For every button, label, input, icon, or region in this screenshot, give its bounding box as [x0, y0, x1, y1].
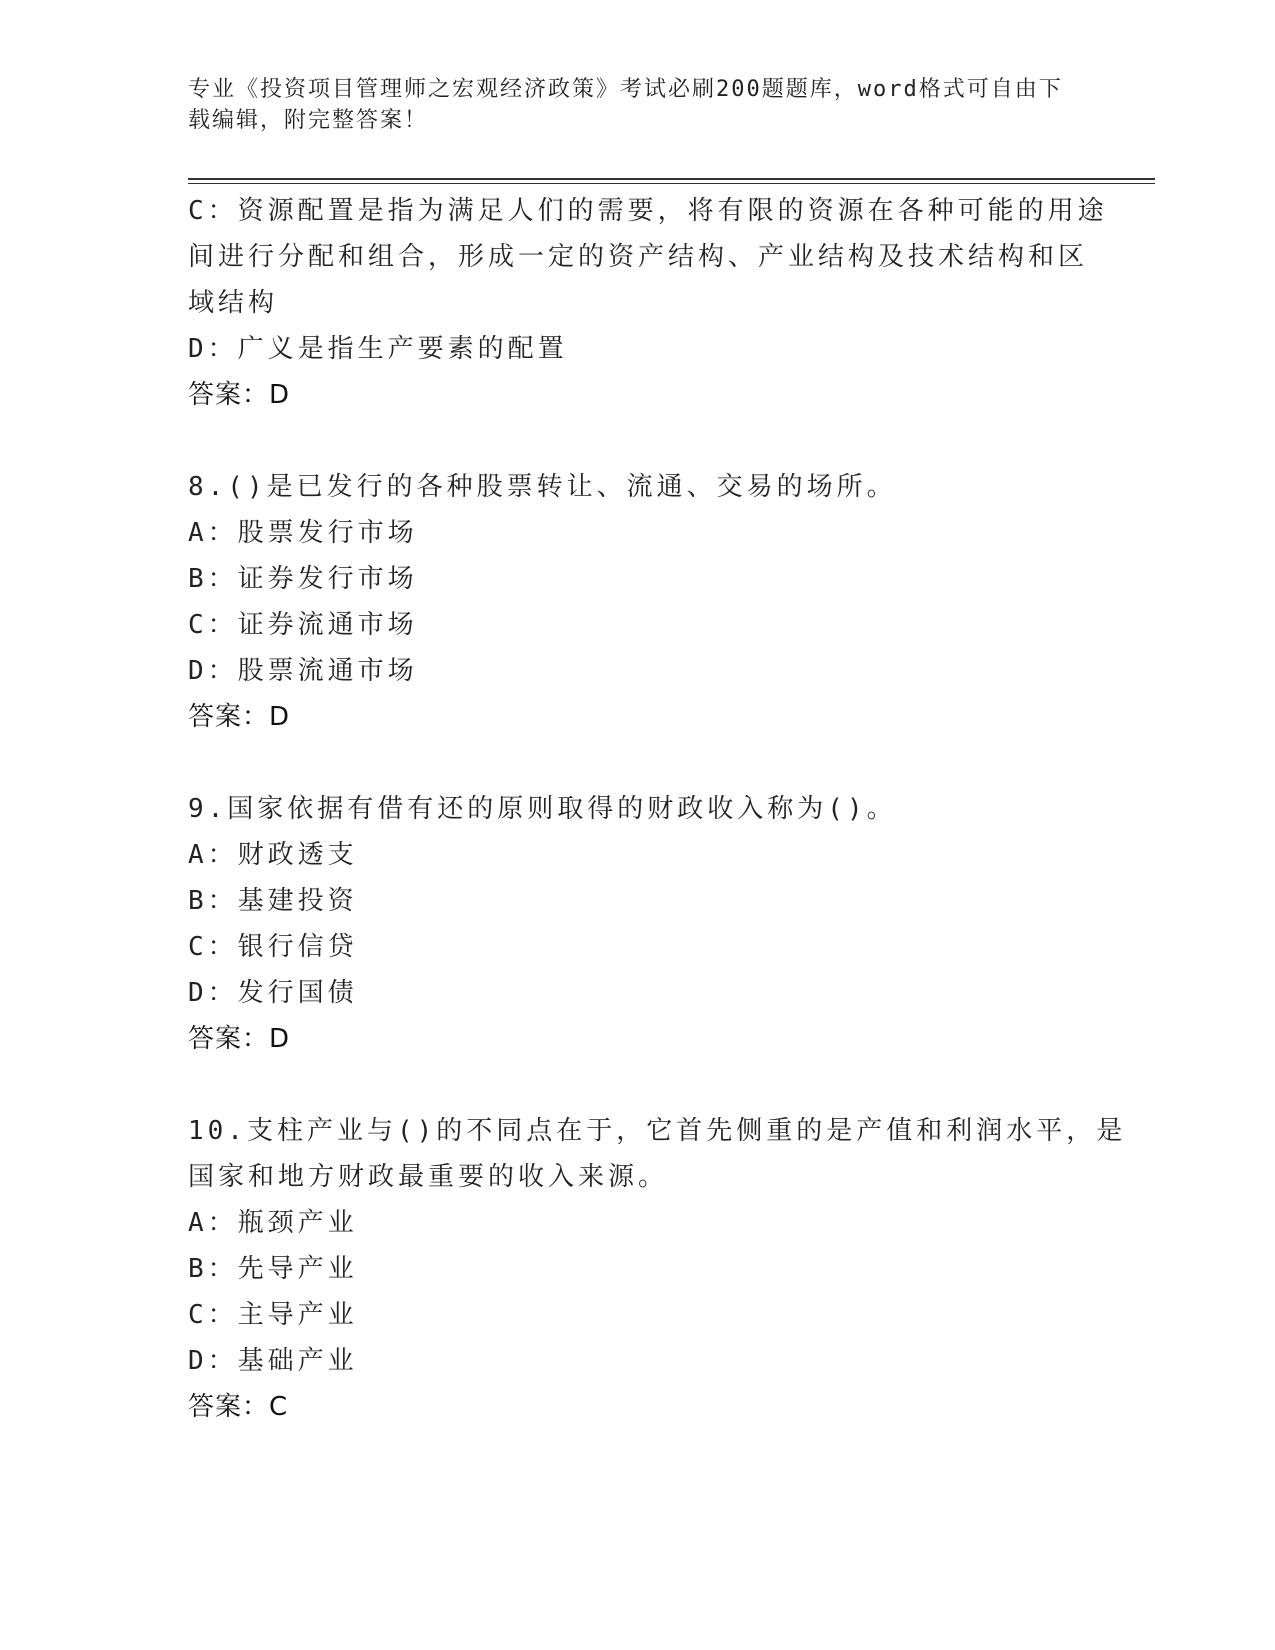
option-a: A：财政透支 [188, 840, 358, 870]
option-d: D：基础产业 [188, 1346, 358, 1376]
question-list [188, 188, 1127, 1430]
question-block-prev [188, 188, 1108, 418]
answer-line: 答案：D [188, 702, 291, 732]
question-text: 9.国家依据有借有还的原则取得的财政收入称为()。 [188, 794, 897, 824]
question-block-9 [188, 786, 1088, 1062]
option-b: B：证券发行市场 [188, 564, 418, 594]
question-text-line-1: 10.支柱产业与()的不同点在于，它首先侧重的是产值和利润水平，是 [188, 1116, 1127, 1146]
document-header: 专业《投资项目管理师之宏观经济政策》考试必刷200题题库，word格式可自由下载编辑，附完整答案！ [188, 77, 1063, 133]
question-block-8 [188, 464, 1088, 740]
answer-line: 答案：D [188, 1024, 291, 1054]
option-d: D：股票流通市场 [188, 656, 418, 686]
spacer [188, 418, 1088, 464]
question-text-line-2: 国家和地方财政最重要的收入来源。 [188, 1162, 669, 1192]
answer-line: 答案：D [188, 380, 291, 410]
question-block-10 [188, 1108, 1127, 1430]
spacer [188, 1062, 1088, 1108]
header-divider-thick [188, 178, 1155, 180]
header-divider-thin [188, 183, 1155, 184]
answer-line: 答案：C [188, 1392, 289, 1422]
option-c-line-3: 域结构 [188, 288, 279, 318]
option-a: A：股票发行市场 [188, 518, 418, 548]
option-c-line-2: 间进行分配和组合，形成一定的资产结构、产业结构及技术结构和区 [188, 242, 1089, 272]
option-d: D：发行国债 [188, 978, 358, 1008]
option-d: D：广义是指生产要素的配置 [188, 334, 568, 364]
option-c: C：证券流通市场 [188, 610, 418, 640]
option-a: A：瓶颈产业 [188, 1208, 358, 1238]
option-c-line-1: C：资源配置是指为满足人们的需要，将有限的资源在各种可能的用途 [188, 196, 1108, 226]
spacer [188, 740, 1088, 786]
option-b: B：基建投资 [188, 886, 358, 916]
option-b: B：先导产业 [188, 1254, 358, 1284]
question-text: 8.()是已发行的各种股票转让、流通、交易的场所。 [188, 472, 897, 502]
option-c: C：银行信贷 [188, 932, 358, 962]
option-c: C：主导产业 [188, 1300, 358, 1330]
